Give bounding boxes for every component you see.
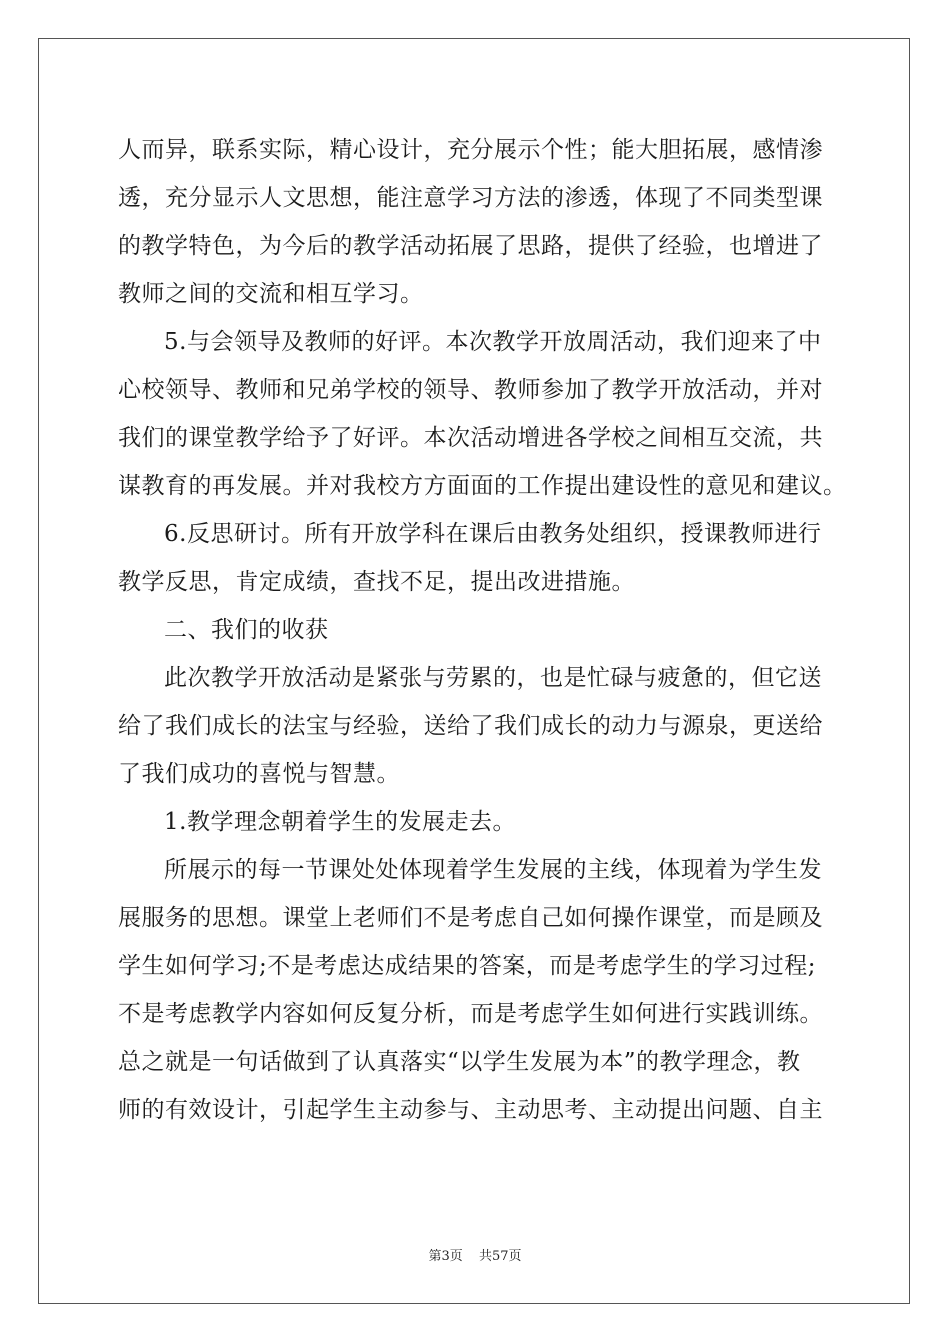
text-line: 展服务的思想。课堂上老师们不是考虑自己如何操作课堂，而是顾及 <box>118 905 823 931</box>
text-line: 了我们成功的喜悦与智慧。 <box>118 761 400 787</box>
paragraph-start-line: 所展示的每一节课处处体现着学生发展的主线，体现着为学生发 <box>164 857 822 883</box>
subsection-heading: 1.教学理念朝着学生的发展走去。 <box>164 809 516 835</box>
text-line: 的教学特色，为今后的教学活动拓展了思路，提供了经验，也增进了 <box>118 233 823 259</box>
text-line: 学生如何学习;不是考虑达成结果的答案，而是考虑学生的学习过程; <box>118 953 816 979</box>
text-line: 给了我们成长的法宝与经验，送给了我们成长的动力与源泉，更送给 <box>118 713 823 739</box>
section-heading: 二、我们的收获 <box>164 617 329 643</box>
text-line: 人而异，联系实际，精心设计，充分展示个性；能大胆拓展，感情渗 <box>118 137 823 163</box>
text-line: 教师之间的交流和相互学习。 <box>118 281 424 307</box>
text-line: 师的有效设计，引起学生主动参与、主动思考、主动提出问题、自主 <box>118 1097 823 1123</box>
paragraph-start-line: 6.反思研讨。所有开放学科在课后由教务处组织，授课教师进行 <box>164 521 822 547</box>
total-page-count: 共57页 <box>478 1249 522 1264</box>
text-line: 教学反思，肯定成绩，查找不足，提出改进措施。 <box>118 569 635 595</box>
current-page-number: 第3页 <box>428 1249 463 1264</box>
text-line: 我们的课堂教学给予了好评。本次活动增进各学校之间相互交流，共 <box>118 425 823 451</box>
page-footer <box>0 1245 950 1264</box>
document-body <box>118 126 847 1134</box>
text-line: 总之就是一句话做到了认真落实“以学生发展为本”的教学理念，教 <box>118 1049 801 1075</box>
paragraph-start-line: 此次教学开放活动是紧张与劳累的，也是忙碌与疲惫的，但它送 <box>164 665 822 691</box>
text-line: 不是考虑教学内容如何反复分析，而是考虑学生如何进行实践训练。 <box>118 1001 823 1027</box>
text-line: 透，充分显示人文思想，能注意学习方法的渗透，体现了不同类型课 <box>118 185 823 211</box>
paragraph-start-line: 5.与会领导及教师的好评。本次教学开放周活动，我们迎来了中 <box>164 329 822 355</box>
text-line: 谋教育的再发展。并对我校方方面面的工作提出建设性的意见和建议。 <box>118 473 847 499</box>
text-line: 心校领导、教师和兄弟学校的领导、教师参加了教学开放活动，并对 <box>118 377 823 403</box>
